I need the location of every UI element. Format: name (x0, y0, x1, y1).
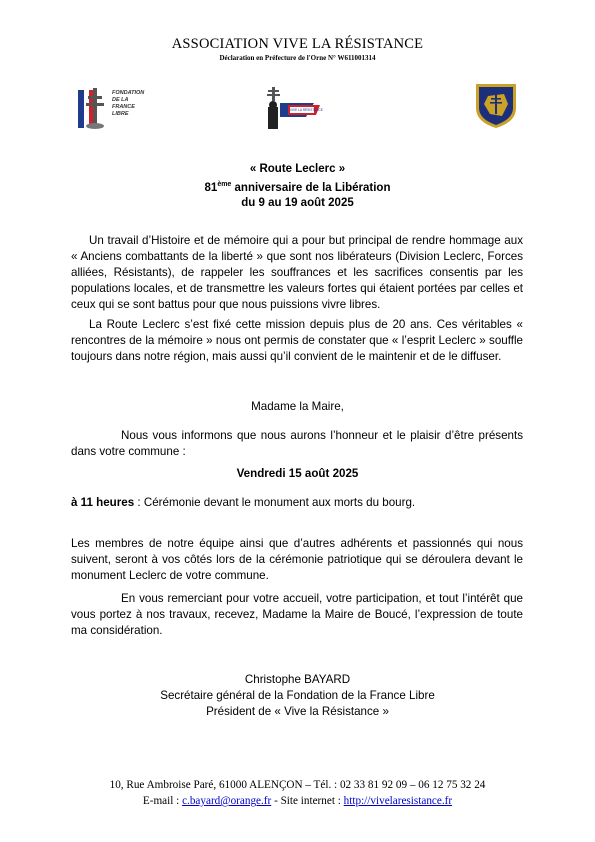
logo-text-line: LIBRE (112, 111, 129, 117)
footer-address: 10, Rue Ambroise Paré, 61000 ALENÇON – Tél. : 02 33 81 92 09 – 06 12 75 32 24 (109, 779, 486, 791)
announcement-paragraph: Nous vous informons que nous aurons l’honneur et le plaisir d’être présents dans votre commune : (71, 429, 523, 458)
email-link[interactable]: c.bayard@orange.fr (182, 795, 272, 807)
ceremony-date: Vendredi 15 août 2025 (236, 467, 359, 480)
event-anniversary: 81ème anniversaire de la Libération (204, 181, 391, 194)
event-dates: du 9 au 19 août 2025 (241, 196, 354, 209)
mission-paragraph: La Route Leclerc s’est fixé cette mission depuis plus de 20 ans. Ces véritables « rencontres de la mémoire » nous ont permis de constater que « l’esprit Leclerc » souffle toujours dans notre région, mais aussi qu’il convient de le maintenir et de le diffuser. (71, 318, 523, 363)
ceremony-description: : Cérémonie devant le monument aux morts du bourg. (134, 496, 416, 509)
signatory-title: Président de « Vive la Résistance » (206, 705, 389, 718)
ceremony-time: à 11 heures (71, 496, 135, 509)
logo-text-line: FONDATION (112, 90, 145, 96)
event-title (0, 162, 595, 211)
organization-title: ASSOCIATION VIVE LA RÉSISTANCE (171, 36, 424, 52)
vive-la-resistance-logo (266, 85, 324, 131)
ceremony-schedule (71, 496, 415, 509)
shield-logo (474, 82, 518, 130)
intro-paragraph: Un travail d’Histoire et de mémoire qui a pour but principal de rendre hommage aux « Anciens combattants de la liberté » que sont nos libérateurs (Division Leclerc, Forces alliées, Résistants), de rappeler les souffrances et les sacrifices consentis par les populations locales, et de transmettre les valeurs fortes qui étaient portées par celles et ceux qui se sont battus pour que nous puissions vivre libres. (71, 234, 523, 311)
signatory-title: Secrétaire général de la Fondation de la France Libre (160, 689, 435, 702)
salutation: Madame la Maire, (251, 400, 344, 413)
logo-text-line: DE LA (112, 97, 129, 103)
logo-text-line: FRANCE (112, 104, 135, 110)
organization-registration: Déclaration en Préfecture de l'Orne N° W611001314 (219, 54, 376, 62)
shield-icon (474, 82, 518, 130)
logo-banner-text: VIVE LA RÉSISTANCE (290, 108, 323, 112)
closing-paragraph: En vous remerciant pour votre accueil, votre participation, et tout l’intérêt que vous portez à nos travaux, recevez, Madame la Maire de Boucé, l’expression de toute ma considération. (71, 592, 523, 637)
fondation-france-libre-logo (78, 86, 150, 130)
website-link[interactable]: http://vivelaresistance.fr (343, 795, 453, 807)
footer-contact: E-mail : c.bayard@orange.fr - Site internet : http://vivelaresistance.fr (142, 795, 453, 807)
event-name: « Route Leclerc » (249, 163, 346, 175)
team-paragraph: Les membres de notre équipe ainsi que d’autres adhérents et passionnés qui nous suivent, seront à vos côtés lors de la cérémonie patriotique qui se déroulera devant le monument Leclerc de votre commune. (71, 537, 523, 582)
signatory-name: Christophe BAYARD (244, 673, 351, 686)
